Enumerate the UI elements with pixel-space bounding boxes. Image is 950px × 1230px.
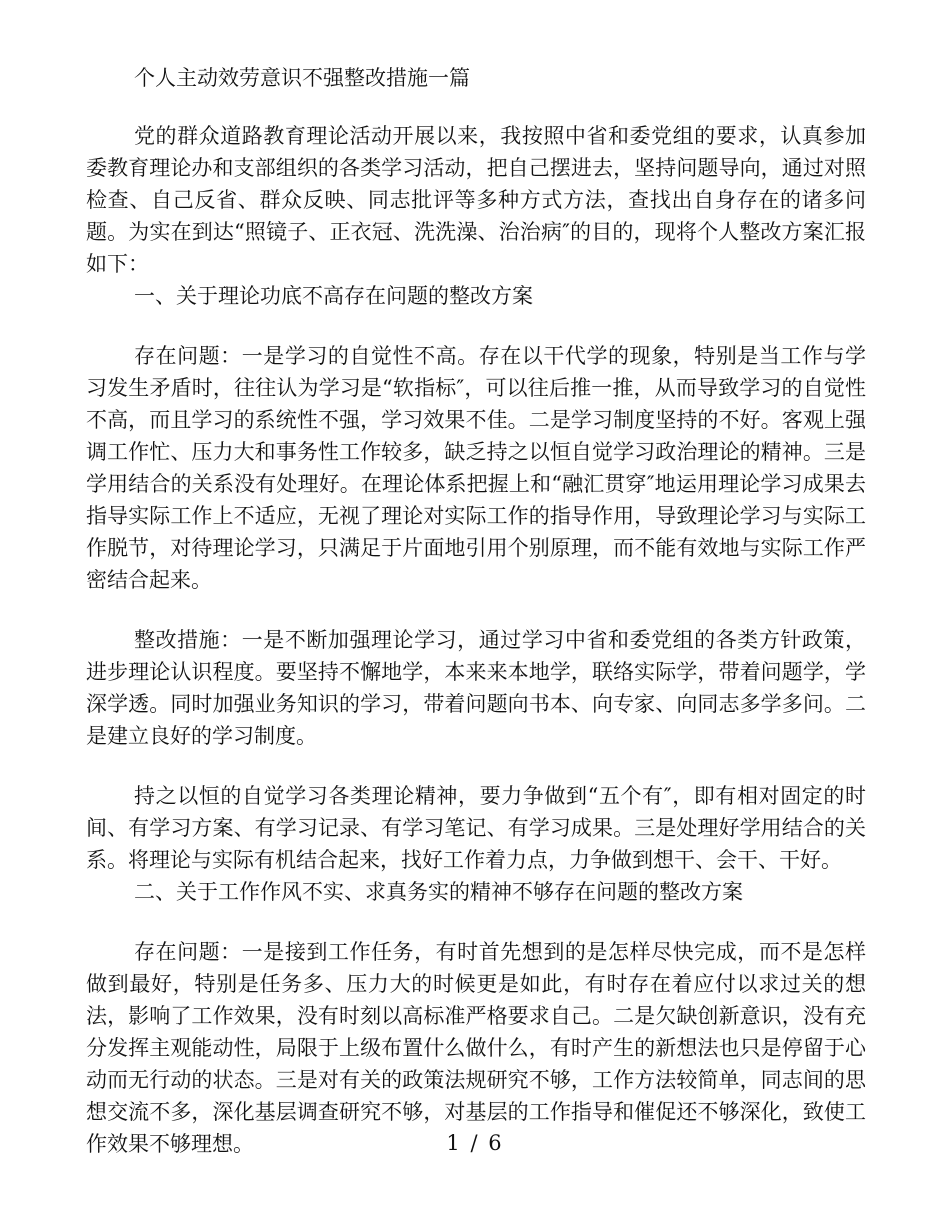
section-2-problems-paragraph: 存在问题：一是接到工作任务，有时首先想到的是怎样尽快完成，而不是怎样做到最好，特别是任务多、压力大的时候更是如此，有时存在着应付以求过关的想法，影响了工作效果，没有时刻以高标准严格要求自己。二是欠缺创新意识，没有充分发挥主观能动性，局限于上级布置什么做什么，有时产生的新想法也只是停留于心动而无行动的状态。三是对有关的政策法规研究不够，工作方法较简单，同志间的思想交流不多，深化基层调查研究不够，对基层的工作指导和催促还不够深化，致使工作效果不够理想。 xyxy=(86,940,866,1156)
section-1-problems-paragraph: 存在问题：一是学习的自觉性不高。存在以干代学的现象，特别是当工作与学习发生矛盾时，往往认为学习是“软指标″，可以往后推一推，从而导致学习的自觉性不高，而且学习的系统性不强，学习效果不佳。二是学习制度坚持的不好。客观上强调工作忙、压力大和事务性工作较多，缺乏持之以恒自觉学习政治理论的精神。三是学用结合的关系没有处理好。在理论体系把握上和“融汇贯穿″地运用理论学习成果去指导实际工作上不适应，无视了理论对实际工作的指导作用，导致理论学习与实际工作脱节，对待理论学习，只满足于片面地引用个别原理，而不能有效地与实际工作严密结合起来。 xyxy=(86,344,866,592)
document-title: 个人主动效劳意识不强整改措施一篇 xyxy=(134,66,470,90)
section-1-continued-paragraph: 持之以恒的自觉学习各类理论精神，要力争做到“五个有″，即有相对固定的时间、有学习方案、有学习记录、有学习笔记、有学习成果。三是处理好学用结合的关系。将理论与实际有机结合起来，找好工作着力点，力争做到想干、会干、干好。 xyxy=(86,784,866,872)
intro-paragraph: 党的群众道路教育理论活动开展以来，我按照中省和委党组的要求，认真参加委教育理论办和支部组织的各类学习活动，把自己摆进去，坚持问题导向，通过对照检查、自己反省、群众反映、同志批评等多种方式方法，查找出自身存在的诸多问题。为实在到达“照镜子、正衣冠、洗洗澡、治治病″的目的，现将个人整改方案汇报如下： xyxy=(86,124,866,276)
section-1-measures-paragraph: 整改措施：一是不断加强理论学习，通过学习中省和委党组的各类方针政策，进步理论认识程度。要坚持不懈地学，本来来本地学，联络实际学，带着问题学，学深学透。同时加强业务知识的学习，带着问题向书本、向专家、向同志多学多问。二是建立良好的学习制度。 xyxy=(86,628,866,748)
section-1-heading: 一、关于理论功底不高存在问题的整改方案 xyxy=(134,284,533,308)
page-number: 1 / 6 xyxy=(446,1131,504,1155)
section-2-heading: 二、关于工作作风不实、求真务实的精神不够存在问题的整改方案 xyxy=(134,880,743,904)
document-page xyxy=(86,62,866,1160)
